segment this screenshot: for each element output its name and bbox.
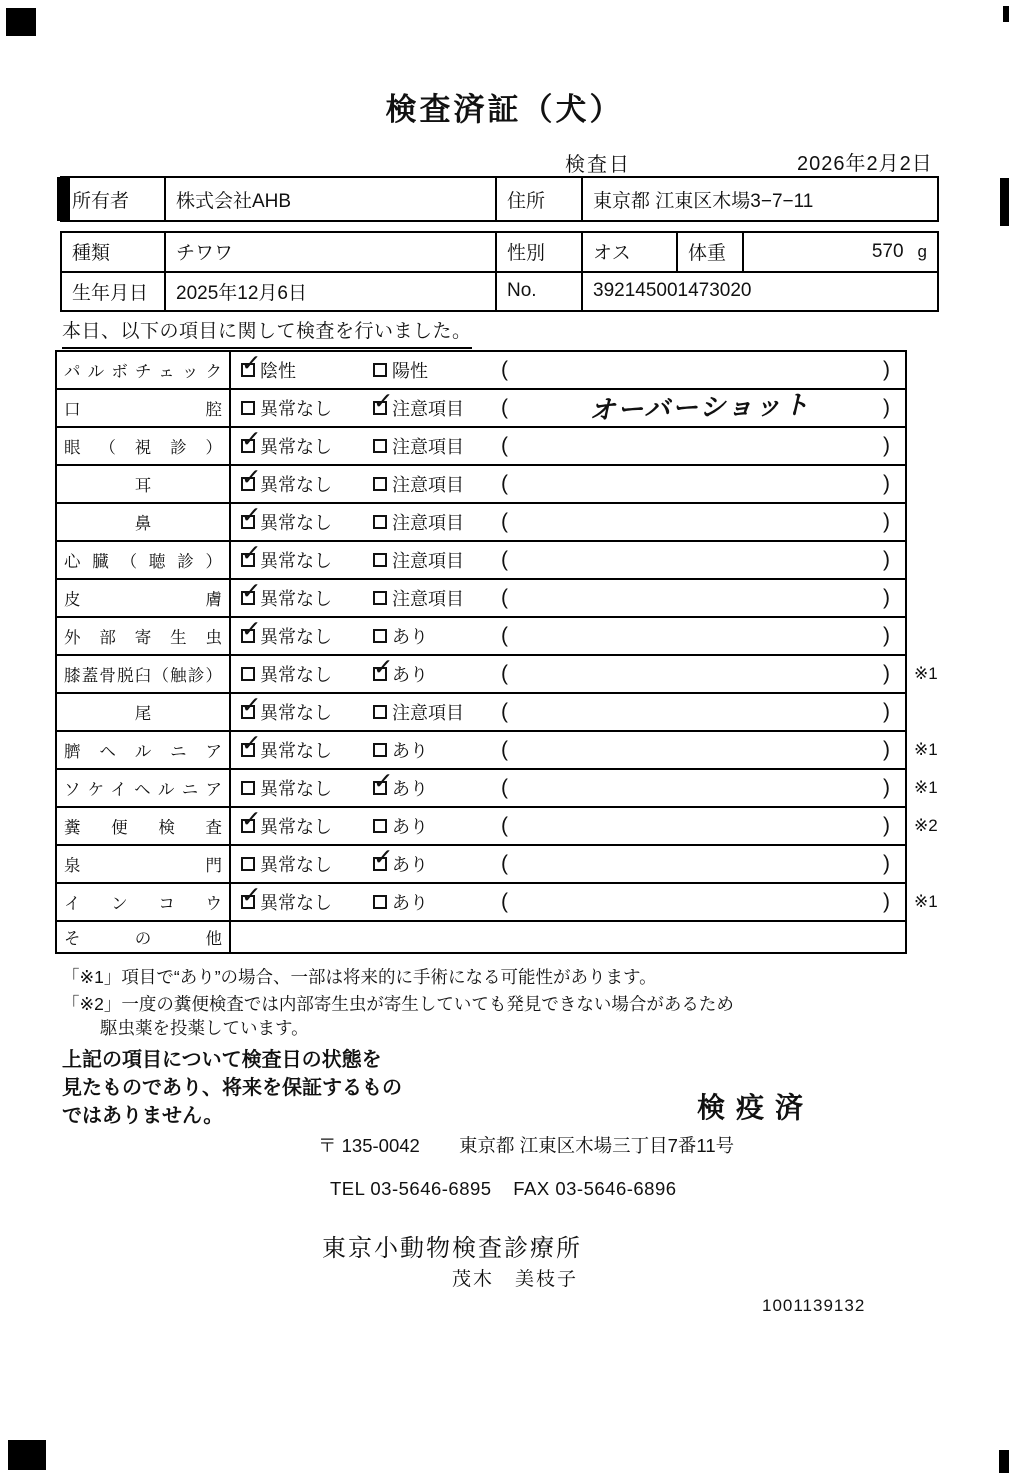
paren-open: (	[501, 852, 508, 875]
checklist-row-label: 皮膚	[57, 580, 231, 616]
checklist-row-label: 泉門	[57, 846, 231, 882]
checklist-row-label: その他	[57, 922, 231, 952]
option-2	[373, 889, 428, 915]
checkbox-icon	[373, 553, 387, 567]
checkbox-icon	[240, 349, 263, 378]
option-1	[240, 805, 332, 839]
handwritten-note	[525, 593, 875, 602]
paren-close: )	[883, 776, 890, 799]
paren-open: (	[501, 662, 508, 685]
checklist-row-content	[233, 805, 905, 844]
option-2-label: 注意項目	[392, 551, 464, 571]
option-2-label: あり	[392, 665, 428, 685]
checklist-row-label: 外部寄生虫	[57, 618, 231, 654]
option-1-label: 異常なし	[260, 703, 332, 723]
paren-open: (	[501, 890, 508, 913]
disclaimer-text	[62, 1046, 402, 1130]
checklist-row-content	[233, 843, 905, 882]
document-title: 検査済証（犬）	[385, 92, 624, 127]
check-mark-icon: ✓	[240, 425, 263, 454]
option-1-label: 異常なし	[260, 475, 332, 495]
checklist-row	[57, 767, 938, 806]
checklist-row-label: パルボチェック	[57, 352, 231, 388]
disclaimer-line-1: 上記の項目について検査日の状態を	[62, 1049, 382, 1071]
sex-label: 性別	[497, 233, 583, 271]
checkbox-icon	[373, 591, 387, 605]
option-2-label: 注意項目	[392, 513, 464, 533]
option-2-label: あり	[392, 855, 428, 875]
clinic-address: 東京都 江東区木場三丁目7番11号	[458, 1135, 735, 1156]
paren-close: )	[883, 852, 890, 875]
check-mark-icon: ✓	[240, 577, 263, 606]
check-mark-icon: ✓	[240, 691, 263, 720]
checklist-row-label: 糞便検査	[57, 808, 231, 844]
checklist-row	[57, 653, 938, 692]
footnote-mark: ※1	[914, 664, 938, 683]
handwritten-note	[525, 517, 875, 526]
option-1-label: 異常なし	[260, 589, 332, 609]
footnote-1: 「※1」項目で“あり”の場合、一部は将来的に手術になる可能性があります。	[62, 967, 657, 987]
paren-close: )	[883, 358, 890, 381]
checkbox-icon	[240, 425, 263, 454]
paren-open: (	[501, 472, 508, 495]
handwritten-note	[525, 669, 875, 678]
checklist-row	[57, 881, 938, 920]
checklist-row-content	[233, 349, 905, 388]
checkbox-icon	[241, 781, 255, 795]
option-1	[240, 463, 332, 497]
option-1-label: 異常なし	[260, 551, 332, 571]
checklist-row	[57, 729, 938, 768]
checkbox-icon	[372, 387, 395, 416]
option-2-label: 陽性	[392, 361, 428, 381]
option-2-label: 注意項目	[392, 589, 464, 609]
checklist-table	[55, 349, 938, 954]
footnote-2-line1: 「※2」一度の糞便検査では内部寄生虫が寄生していても発見できない場合があるため	[62, 994, 734, 1014]
handwritten-note	[525, 897, 875, 906]
paren-close: )	[883, 434, 890, 457]
checklist-row-content	[233, 691, 905, 730]
checkbox-icon	[373, 705, 387, 719]
checkbox-icon	[372, 767, 395, 796]
intro-text: 本日、以下の項目に関して検査を行いました。	[62, 316, 472, 349]
clinic-tel-fax-line	[330, 1178, 677, 1200]
checklist-row-label: 耳	[57, 466, 231, 502]
handwritten-note	[525, 365, 875, 374]
option-2-label: 注意項目	[392, 437, 464, 457]
checkbox-icon	[240, 463, 263, 492]
checklist-row	[57, 692, 905, 730]
checkbox-icon	[373, 819, 387, 833]
option-1	[240, 615, 332, 649]
checklist-row	[57, 578, 905, 616]
handwritten-note	[525, 783, 875, 792]
option-2-label: 注意項目	[392, 475, 464, 495]
option-1	[241, 661, 332, 687]
scan-artifact	[8, 1440, 46, 1470]
check-mark-icon: ✓	[240, 615, 263, 644]
option-2	[373, 623, 428, 649]
paren-close: )	[883, 548, 890, 571]
paren-close: )	[883, 700, 890, 723]
checklist-row-label: ソケイヘルニア	[57, 770, 231, 806]
check-mark-icon: ✓	[240, 463, 263, 492]
checkbox-icon	[241, 667, 255, 681]
checklist-row-label: 臍ヘルニア	[57, 732, 231, 768]
option-2	[373, 699, 464, 725]
owner-label: 所有者	[62, 178, 166, 220]
checkbox-icon	[372, 843, 395, 872]
option-2	[373, 509, 464, 535]
no-value: 392145001473020	[593, 280, 752, 302]
option-2	[373, 547, 464, 573]
scan-artifact	[57, 177, 70, 221]
address-label: 住所	[497, 178, 583, 220]
option-2	[372, 387, 464, 421]
birthdate-label: 生年月日	[62, 273, 166, 311]
option-1-label: 異常なし	[260, 665, 332, 685]
option-2	[372, 767, 428, 801]
option-2-label: あり	[392, 741, 428, 761]
weight-value-cell	[744, 233, 937, 271]
checklist-row-content	[233, 729, 905, 768]
handwritten-note	[525, 631, 875, 640]
checklist-row	[57, 464, 905, 502]
checkbox-icon	[373, 477, 387, 491]
checklist-row-label: 鼻	[57, 504, 231, 540]
option-1	[241, 395, 332, 421]
checklist-row	[57, 844, 905, 882]
paren-open: (	[501, 738, 508, 761]
sex-value: オス	[583, 233, 678, 271]
weight-unit: g	[917, 241, 927, 261]
option-2	[373, 357, 428, 383]
clinic-name: 東京小動物検査診療所	[322, 1235, 582, 1262]
paren-open: (	[501, 624, 508, 647]
option-2	[373, 471, 464, 497]
handwritten-note	[525, 479, 875, 488]
checklist-row-label: 口腔	[57, 390, 231, 426]
option-1	[240, 691, 332, 725]
option-2	[373, 433, 464, 459]
checklist-row	[57, 920, 905, 952]
pet-row-2	[62, 271, 937, 311]
checkbox-icon	[240, 805, 263, 834]
checklist-row-content	[233, 922, 905, 952]
checklist-row-content	[233, 653, 905, 692]
footnote-mark: ※2	[914, 816, 938, 835]
paren-close: )	[883, 396, 890, 419]
scan-artifact	[1000, 178, 1009, 226]
paren-open: (	[501, 700, 508, 723]
checklist-row-content	[233, 577, 905, 616]
option-1-label: 異常なし	[260, 513, 332, 533]
handwritten-note	[525, 707, 875, 716]
checklist-row-content	[233, 501, 905, 540]
inspection-date-value: 2026年2月2日	[797, 153, 933, 175]
checkbox-icon	[373, 363, 387, 377]
paren-open: (	[501, 776, 508, 799]
option-2-label: あり	[392, 779, 428, 799]
handwritten-note: オーバーショット	[588, 389, 812, 426]
option-1-label: 異常なし	[260, 817, 332, 837]
clinic-fax: FAX 03-5646-6896	[513, 1178, 677, 1199]
pet-info-table	[60, 231, 939, 312]
check-mark-icon: ✓	[372, 387, 395, 416]
breed-value: チワワ	[166, 233, 497, 271]
option-2-label: あり	[392, 627, 428, 647]
checklist-row-content	[233, 387, 905, 426]
check-mark-icon: ✓	[240, 729, 263, 758]
footnote-mark: ※1	[914, 740, 938, 759]
option-2	[373, 737, 428, 763]
option-2	[373, 813, 428, 839]
check-mark-icon: ✓	[240, 539, 263, 568]
checkbox-icon	[373, 515, 387, 529]
paren-close: )	[883, 890, 890, 913]
option-1-label: 異常なし	[260, 627, 332, 647]
option-1-label: 異常なし	[260, 855, 332, 875]
checkbox-icon	[372, 653, 395, 682]
handwritten-note	[525, 745, 875, 754]
checklist-row-content	[233, 615, 905, 654]
clinic-address-line	[318, 1132, 734, 1158]
checkbox-icon	[240, 539, 263, 568]
clinic-tel: TEL 03-5646-6895	[330, 1178, 492, 1199]
checklist-row	[57, 349, 905, 388]
paren-open: (	[501, 548, 508, 571]
checkbox-icon	[373, 895, 387, 909]
check-mark-icon: ✓	[240, 881, 263, 910]
birthdate-value: 2025年12月6日	[166, 273, 497, 311]
disclaimer-line-2: 見たものであり、将来を保証するもの	[62, 1077, 402, 1099]
paren-close: )	[883, 472, 890, 495]
checklist-row-content	[233, 881, 905, 920]
address-value: 東京都 江東区木場3−7−11	[593, 190, 814, 212]
handwritten-note	[525, 821, 875, 830]
checklist-row-content	[233, 463, 905, 502]
checkbox-icon	[240, 501, 263, 530]
option-1-label: 陰性	[260, 361, 296, 381]
option-1	[240, 425, 332, 459]
checklist-row-content	[233, 767, 905, 806]
option-1	[240, 729, 332, 763]
owner-value: 株式会社AHB	[166, 178, 497, 220]
check-mark-icon: ✓	[240, 349, 263, 378]
paren-close: )	[883, 510, 890, 533]
option-1-label: 異常なし	[260, 893, 332, 913]
option-1-label: 異常なし	[260, 741, 332, 761]
checklist-row-label: 膝蓋骨脱臼（触診）	[57, 656, 231, 692]
option-1-label: 異常なし	[260, 399, 332, 419]
no-label: No.	[497, 273, 583, 311]
check-mark-icon: ✓	[372, 767, 395, 796]
scan-artifact	[1003, 6, 1009, 22]
checklist-row-label: 眼（視診）	[57, 428, 231, 464]
clinic-person: 茂木 美枝子	[452, 1269, 579, 1290]
paren-open: (	[501, 434, 508, 457]
check-mark-icon: ✓	[372, 653, 395, 682]
weight-value: 570	[871, 240, 904, 262]
owner-row	[62, 178, 937, 220]
checklist-row-label: 心臓（聴診）	[57, 542, 231, 578]
checkbox-icon	[373, 439, 387, 453]
checkbox-icon	[240, 881, 263, 910]
checklist-row-label: 尾	[57, 694, 231, 730]
checkbox-icon	[240, 729, 263, 758]
paren-close: )	[883, 624, 890, 647]
checklist-row	[57, 540, 905, 578]
checkbox-icon	[240, 691, 263, 720]
option-2	[372, 843, 428, 877]
option-1	[240, 539, 332, 573]
scan-artifact	[999, 1450, 1009, 1473]
checklist-row-content	[233, 425, 905, 464]
paren-close: )	[883, 738, 890, 761]
footnote-mark: ※1	[914, 778, 938, 797]
checkbox-icon	[241, 401, 255, 415]
checklist-row-content	[233, 539, 905, 578]
footnote-mark: ※1	[914, 892, 938, 911]
paren-open: (	[501, 358, 508, 381]
option-2-label: あり	[392, 893, 428, 913]
option-1	[240, 881, 332, 915]
option-1-label: 異常なし	[260, 437, 332, 457]
option-1-label: 異常なし	[260, 779, 332, 799]
checkbox-icon	[241, 857, 255, 871]
check-mark-icon: ✓	[240, 501, 263, 530]
checkbox-icon	[373, 629, 387, 643]
checklist-row-label: インコウ	[57, 884, 231, 920]
option-2-label: 注意項目	[392, 703, 464, 723]
option-1	[240, 349, 296, 383]
handwritten-note	[525, 441, 875, 450]
option-2-label: あり	[392, 817, 428, 837]
option-1	[240, 577, 332, 611]
owner-table	[60, 176, 939, 222]
checkbox-icon	[373, 743, 387, 757]
paren-close: )	[883, 586, 890, 609]
handwritten-note	[525, 555, 875, 564]
quarantine-stamp-text: 検疫済	[697, 1092, 815, 1123]
breed-label: 種類	[62, 233, 166, 271]
option-1	[240, 501, 332, 535]
clinic-postal-code: 〒 135-0042	[318, 1135, 420, 1156]
option-1	[241, 851, 332, 877]
checklist-row	[57, 502, 905, 540]
inspection-date-label: 検査日	[565, 154, 631, 176]
handwritten-note	[525, 859, 875, 868]
check-mark-icon: ✓	[240, 805, 263, 834]
paren-open: (	[501, 396, 508, 419]
paren-close: )	[883, 814, 890, 837]
weight-label: 体重	[678, 233, 744, 271]
checklist-row	[57, 616, 905, 654]
paren-open: (	[501, 586, 508, 609]
checklist-row	[57, 426, 905, 464]
option-2	[372, 653, 428, 687]
paren-close: )	[883, 662, 890, 685]
footnote-2-line2: 駆虫薬を投薬しています。	[100, 1018, 309, 1038]
paren-open: (	[501, 510, 508, 533]
checklist-row	[57, 388, 905, 426]
serial-number: 1001139132	[762, 1296, 866, 1315]
checkbox-icon	[240, 615, 263, 644]
scan-artifact	[6, 8, 36, 36]
checkbox-icon	[240, 577, 263, 606]
option-1	[241, 775, 332, 801]
paren-open: (	[501, 814, 508, 837]
disclaimer-line-3: ではありません。	[62, 1105, 224, 1127]
check-mark-icon: ✓	[372, 843, 395, 872]
option-2-label: 注意項目	[392, 399, 464, 419]
option-2	[373, 585, 464, 611]
pet-row-1	[62, 233, 937, 271]
checklist-row	[57, 805, 938, 844]
